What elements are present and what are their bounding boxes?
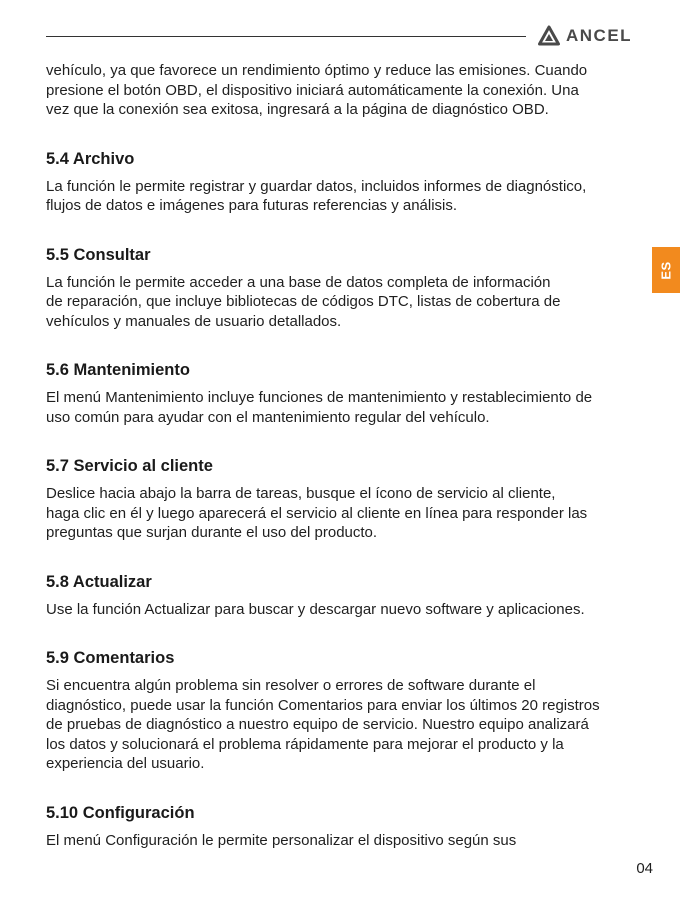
section-heading-comentarios: 5.9 Comentarios: [46, 649, 175, 667]
page-number: 04: [636, 860, 653, 877]
brand-logo: [538, 24, 632, 48]
header-divider: [46, 36, 526, 37]
section-heading-configuracion: 5.10 Configuración: [46, 803, 195, 822]
section-heading-archivo: 5.4 Archivo: [46, 149, 135, 168]
ancel-logo-icon: [538, 25, 560, 47]
section-body-mantenimiento: El menú Mantenimiento incluye funciones de mantenimiento y restablecimiento de uso común para ayudar con el mantenimiento regular del vehículo.: [46, 389, 593, 426]
language-tab-label: ES: [658, 260, 674, 280]
section-body-comentarios: Si encuentra algún problema sin resolver o errores de software durante el diagnóstico, puede usar la función Comentarios para enviar los últimos 20 registros de pruebas de diagnóstico a nuestro equipo de servicio. Nuestro equipo analizará los datos y solucionará el problema rápidamente para mejorar el producto y la experiencia del usuario.: [46, 677, 600, 772]
section-body-archivo: La función le permite registrar y guardar datos, incluidos informes de diagnóstico, flujos de datos e imágenes para futuras referencias y análisis.: [46, 177, 587, 214]
document-body: [46, 61, 642, 850]
section-body-configuracion: El menú Configuración le permite personalizar el dispositivo según sus: [46, 831, 517, 849]
brand-name: ANCEL: [566, 26, 633, 45]
language-tab: [652, 247, 680, 293]
intro-paragraph: vehículo, ya que favorece un rendimiento óptimo y reduce las emisiones. Cuando presione el botón OBD, el dispositivo iniciará automáticamente la conexión. Una vez que la conexión sea exitosa, ingresará a la página de diagnóstico OBD.: [46, 62, 588, 118]
section-body-actualizar: Use la función Actualizar para buscar y descargar nuevo software y aplicaciones.: [46, 600, 585, 618]
section-body-servicio-cliente: Deslice hacia abajo la barra de tareas, busque el ícono de servicio al cliente, haga clic en él y luego aparecerá el servicio al cliente en línea para responder las preguntas que surjan durante el uso del producto.: [46, 485, 588, 541]
section-heading-consultar: 5.5 Consultar: [46, 245, 151, 264]
section-heading-actualizar: 5.8 Actualizar: [46, 572, 152, 591]
section-heading-servicio-cliente: 5.7 Servicio al cliente: [46, 457, 213, 475]
section-heading-mantenimiento: 5.6 Mantenimiento: [46, 361, 190, 379]
section-body-consultar: La función le permite acceder a una base de datos completa de información de reparación, que incluye bibliotecas de códigos DTC, listas de cobertura de vehículos y manuales de usuario detallados.: [46, 273, 561, 330]
